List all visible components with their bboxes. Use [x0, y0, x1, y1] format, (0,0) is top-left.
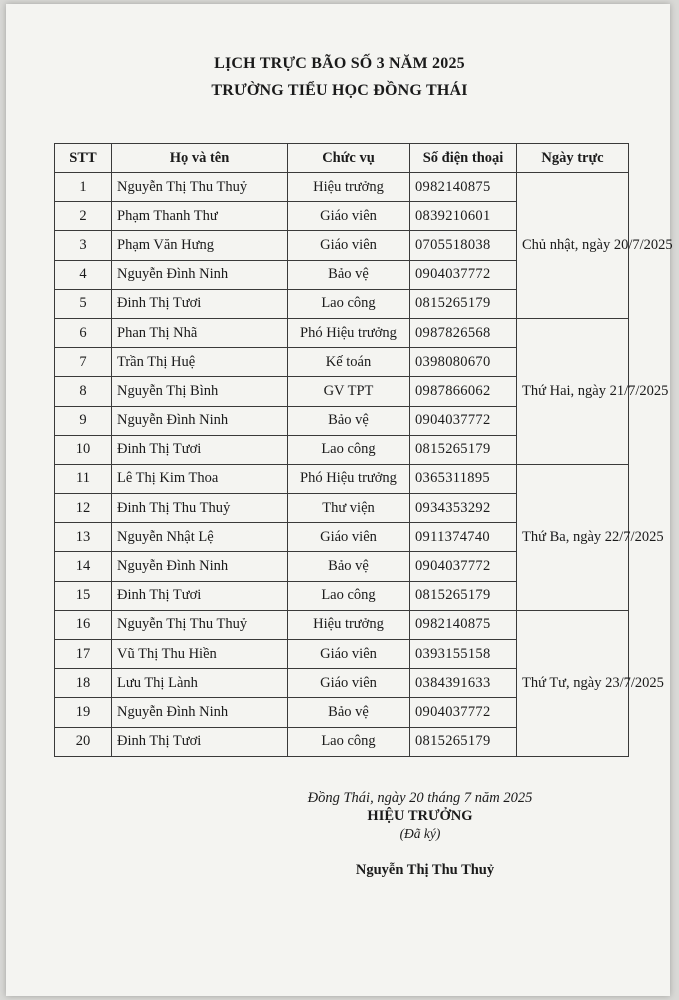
row-stt: 3: [55, 231, 112, 260]
row-stt: 10: [55, 435, 112, 464]
duty-day-cell: Thứ Tư, ngày 23/7/2025: [517, 610, 629, 756]
row-stt: 8: [55, 377, 112, 406]
row-role: Giáo viên: [288, 202, 410, 231]
row-name: Đinh Thị Tươi: [112, 581, 288, 610]
row-name: Nguyễn Thị Thu Thuỷ: [112, 173, 288, 202]
row-stt: 19: [55, 698, 112, 727]
row-role: Lao công: [288, 435, 410, 464]
table-row: [55, 318, 629, 347]
row-stt: 6: [55, 318, 112, 347]
row-phone: 0393155158: [410, 640, 517, 669]
row-stt: 20: [55, 727, 112, 756]
row-phone: 0815265179: [410, 289, 517, 318]
row-role: Giáo viên: [288, 231, 410, 260]
column-header-duty-day: Ngày trực: [517, 144, 629, 173]
row-stt: 16: [55, 610, 112, 639]
row-role: Phó Hiệu trưởng: [288, 464, 410, 493]
row-name: Nguyễn Đình Ninh: [112, 698, 288, 727]
duty-roster-table: [54, 143, 673, 757]
row-stt: 7: [55, 348, 112, 377]
column-header-stt: STT: [55, 144, 112, 173]
place-date: Đồng Thái, ngày 20 tháng 7 năm 2025: [307, 790, 533, 806]
row-role: Lao công: [288, 581, 410, 610]
row-stt: 14: [55, 552, 112, 581]
row-phone: 0904037772: [410, 698, 517, 727]
column-header-phone: Số điện thoại: [410, 144, 517, 173]
duty-day-cell: Thứ Ba, ngày 22/7/2025: [517, 464, 629, 610]
row-phone: 0815265179: [410, 727, 517, 756]
row-phone: 0904037772: [410, 260, 517, 289]
row-role: Lao công: [288, 727, 410, 756]
column-header-name: Họ và tên: [112, 144, 288, 173]
duty-day-cell: Thứ Hai, ngày 21/7/2025: [517, 318, 629, 464]
row-name: Vũ Thị Thu Hiền: [112, 640, 288, 669]
row-role: Giáo viên: [288, 669, 410, 698]
row-role: Bảo vệ: [288, 552, 410, 581]
row-role: GV TPT: [288, 377, 410, 406]
row-stt: 17: [55, 640, 112, 669]
row-name: Đinh Thị Tươi: [112, 289, 288, 318]
row-role: Hiệu trưởng: [288, 610, 410, 639]
row-name: Đinh Thị Tươi: [112, 435, 288, 464]
row-name: Nguyễn Đình Ninh: [112, 552, 288, 581]
row-phone: 0815265179: [410, 435, 517, 464]
row-stt: 9: [55, 406, 112, 435]
row-role: Giáo viên: [288, 640, 410, 669]
row-phone: 0815265179: [410, 581, 517, 610]
row-name: Phan Thị Nhã: [112, 318, 288, 347]
duty-day-cell: Chủ nhật, ngày 20/7/2025: [517, 173, 629, 319]
row-phone: 0987866062: [410, 377, 517, 406]
row-stt: 12: [55, 494, 112, 523]
table-row: [55, 610, 629, 639]
row-stt: 11: [55, 464, 112, 493]
row-phone: 0911374740: [410, 523, 517, 552]
row-name: Phạm Văn Hưng: [112, 231, 288, 260]
row-stt: 15: [55, 581, 112, 610]
table-row: [55, 173, 629, 202]
table-header-row: [55, 144, 629, 173]
row-stt: 18: [55, 669, 112, 698]
row-phone: 0934353292: [410, 494, 517, 523]
row-phone: 0982140875: [410, 173, 517, 202]
row-role: Kế toán: [288, 348, 410, 377]
row-name: Lưu Thị Lành: [112, 669, 288, 698]
row-role: Hiệu trưởng: [288, 173, 410, 202]
document-title: LỊCH TRỰC BÃO SỐ 3 NĂM 2025: [214, 55, 465, 72]
row-role: Thư viện: [288, 494, 410, 523]
row-name: Nguyễn Đình Ninh: [112, 406, 288, 435]
row-role: Bảo vệ: [288, 260, 410, 289]
row-phone: 0365311895: [410, 464, 517, 493]
row-role: Lao công: [288, 289, 410, 318]
signer-position: HIỆU TRƯỞNG: [367, 808, 473, 824]
row-phone: 0904037772: [410, 552, 517, 581]
row-phone: 0705518038: [410, 231, 517, 260]
row-stt: 2: [55, 202, 112, 231]
table-row: [55, 464, 629, 493]
row-name: Lê Thị Kim Thoa: [112, 464, 288, 493]
row-name: Nguyễn Nhật Lệ: [112, 523, 288, 552]
row-name: Nguyễn Thị Bình: [112, 377, 288, 406]
row-name: Trần Thị Huệ: [112, 348, 288, 377]
row-phone: 0987826568: [410, 318, 517, 347]
row-role: Giáo viên: [288, 523, 410, 552]
row-stt: 5: [55, 289, 112, 318]
row-stt: 4: [55, 260, 112, 289]
row-name: Nguyễn Thị Thu Thuỷ: [112, 610, 288, 639]
row-phone: 0839210601: [410, 202, 517, 231]
row-name: Đinh Thị Tươi: [112, 727, 288, 756]
column-header-role: Chức vụ: [288, 144, 410, 173]
row-role: Bảo vệ: [288, 406, 410, 435]
signed-note: (Đã ký): [399, 826, 441, 841]
row-phone: 0904037772: [410, 406, 517, 435]
row-stt: 1: [55, 173, 112, 202]
row-name: Nguyễn Đình Ninh: [112, 260, 288, 289]
row-phone: 0384391633: [410, 669, 517, 698]
row-stt: 13: [55, 523, 112, 552]
row-name: Đinh Thị Thu Thuỷ: [112, 494, 288, 523]
row-role: Bảo vệ: [288, 698, 410, 727]
row-phone: 0398080670: [410, 348, 517, 377]
school-name: TRƯỜNG TIỂU HỌC ĐỒNG THÁI: [211, 82, 468, 99]
row-name: Phạm Thanh Thư: [112, 202, 288, 231]
row-role: Phó Hiệu trưởng: [288, 318, 410, 347]
row-phone: 0982140875: [410, 610, 517, 639]
signer-name: Nguyễn Thị Thu Thuỷ: [355, 862, 495, 878]
